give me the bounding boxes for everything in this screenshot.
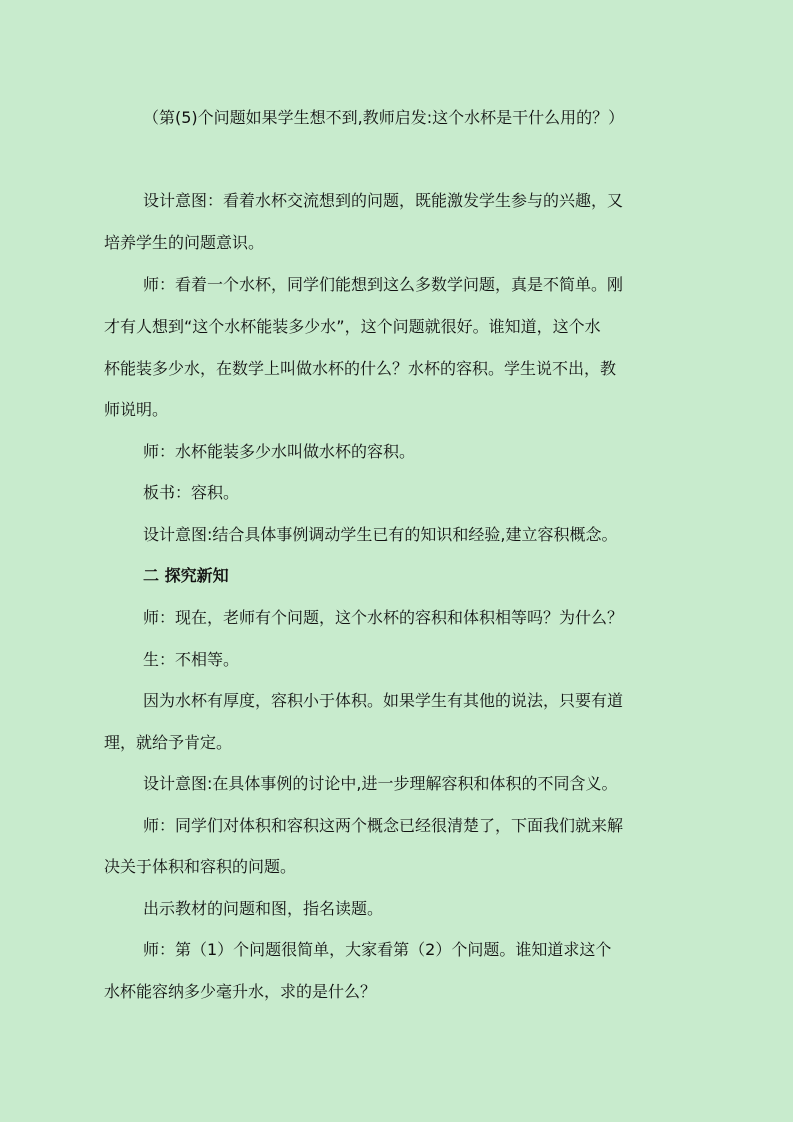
paragraph-student-1: 生：不相等。 bbox=[143, 650, 240, 669]
paragraph-teacher-1-line-2: 才有人想到“这个水杯能装多少水”，这个问题就很好。谁知道，这个水 bbox=[104, 317, 601, 336]
paragraph-question-5-note: （第(5)个问题如果学生想不到,教师启发:这个水杯是干什么用的？） bbox=[143, 108, 625, 127]
paragraph-teacher-5-line-1: 师：第（1）个问题很简单，大家看第（2）个问题。谁知道求这个 bbox=[143, 940, 612, 959]
paragraph-teacher-4-line-2: 决关于体积和容积的问题。 bbox=[104, 857, 297, 876]
paragraph-design-intent-1-line-2: 培养学生的问题意识。 bbox=[104, 233, 265, 252]
paragraph-teacher-1-line-1: 师：看着一个水杯，同学们能想到这么多数学问题，真是不简单。刚 bbox=[143, 275, 624, 294]
paragraph-teacher-4-line-1: 师：同学们对体积和容积这两个概念已经很清楚了，下面我们就来解 bbox=[143, 816, 624, 835]
section-heading: 二 探究新知 bbox=[143, 566, 229, 585]
paragraph-show-textbook: 出示教材的问题和图，指名读题。 bbox=[143, 899, 384, 918]
paragraph-design-intent-2: 设计意图:结合具体事例调动学生已有的知识和经验,建立容积概念。 bbox=[143, 525, 618, 544]
paragraph-teacher-1-line-4: 师说明。 bbox=[104, 400, 169, 419]
paragraph-teacher-1-line-3: 杯能装多少水，在数学上叫做水杯的什么？水杯的容积。学生说不出，教 bbox=[104, 359, 617, 378]
paragraph-design-intent-3: 设计意图:在具体事例的讨论中,进一步理解容积和体积的不同含义。 bbox=[143, 774, 618, 793]
paragraph-board-writing: 板书：容积。 bbox=[143, 483, 240, 502]
paragraph-teacher-2: 师：水杯能装多少水叫做水杯的容积。 bbox=[143, 442, 416, 461]
paragraph-explanation-line-2: 理，就给予肯定。 bbox=[104, 733, 233, 752]
paragraph-teacher-3: 师：现在，老师有个问题，这个水杯的容积和体积相等吗？为什么？ bbox=[143, 608, 624, 627]
paragraph-design-intent-1-line-1: 设计意图：看着水杯交流想到的问题，既能激发学生参与的兴趣，又 bbox=[143, 191, 624, 210]
paragraph-explanation-line-1: 因为水杯有厚度，容积小于体积。如果学生有其他的说法，只要有道 bbox=[143, 691, 624, 710]
paragraph-teacher-5-line-2: 水杯能容纳多少毫升水，求的是什么？ bbox=[104, 982, 377, 1001]
